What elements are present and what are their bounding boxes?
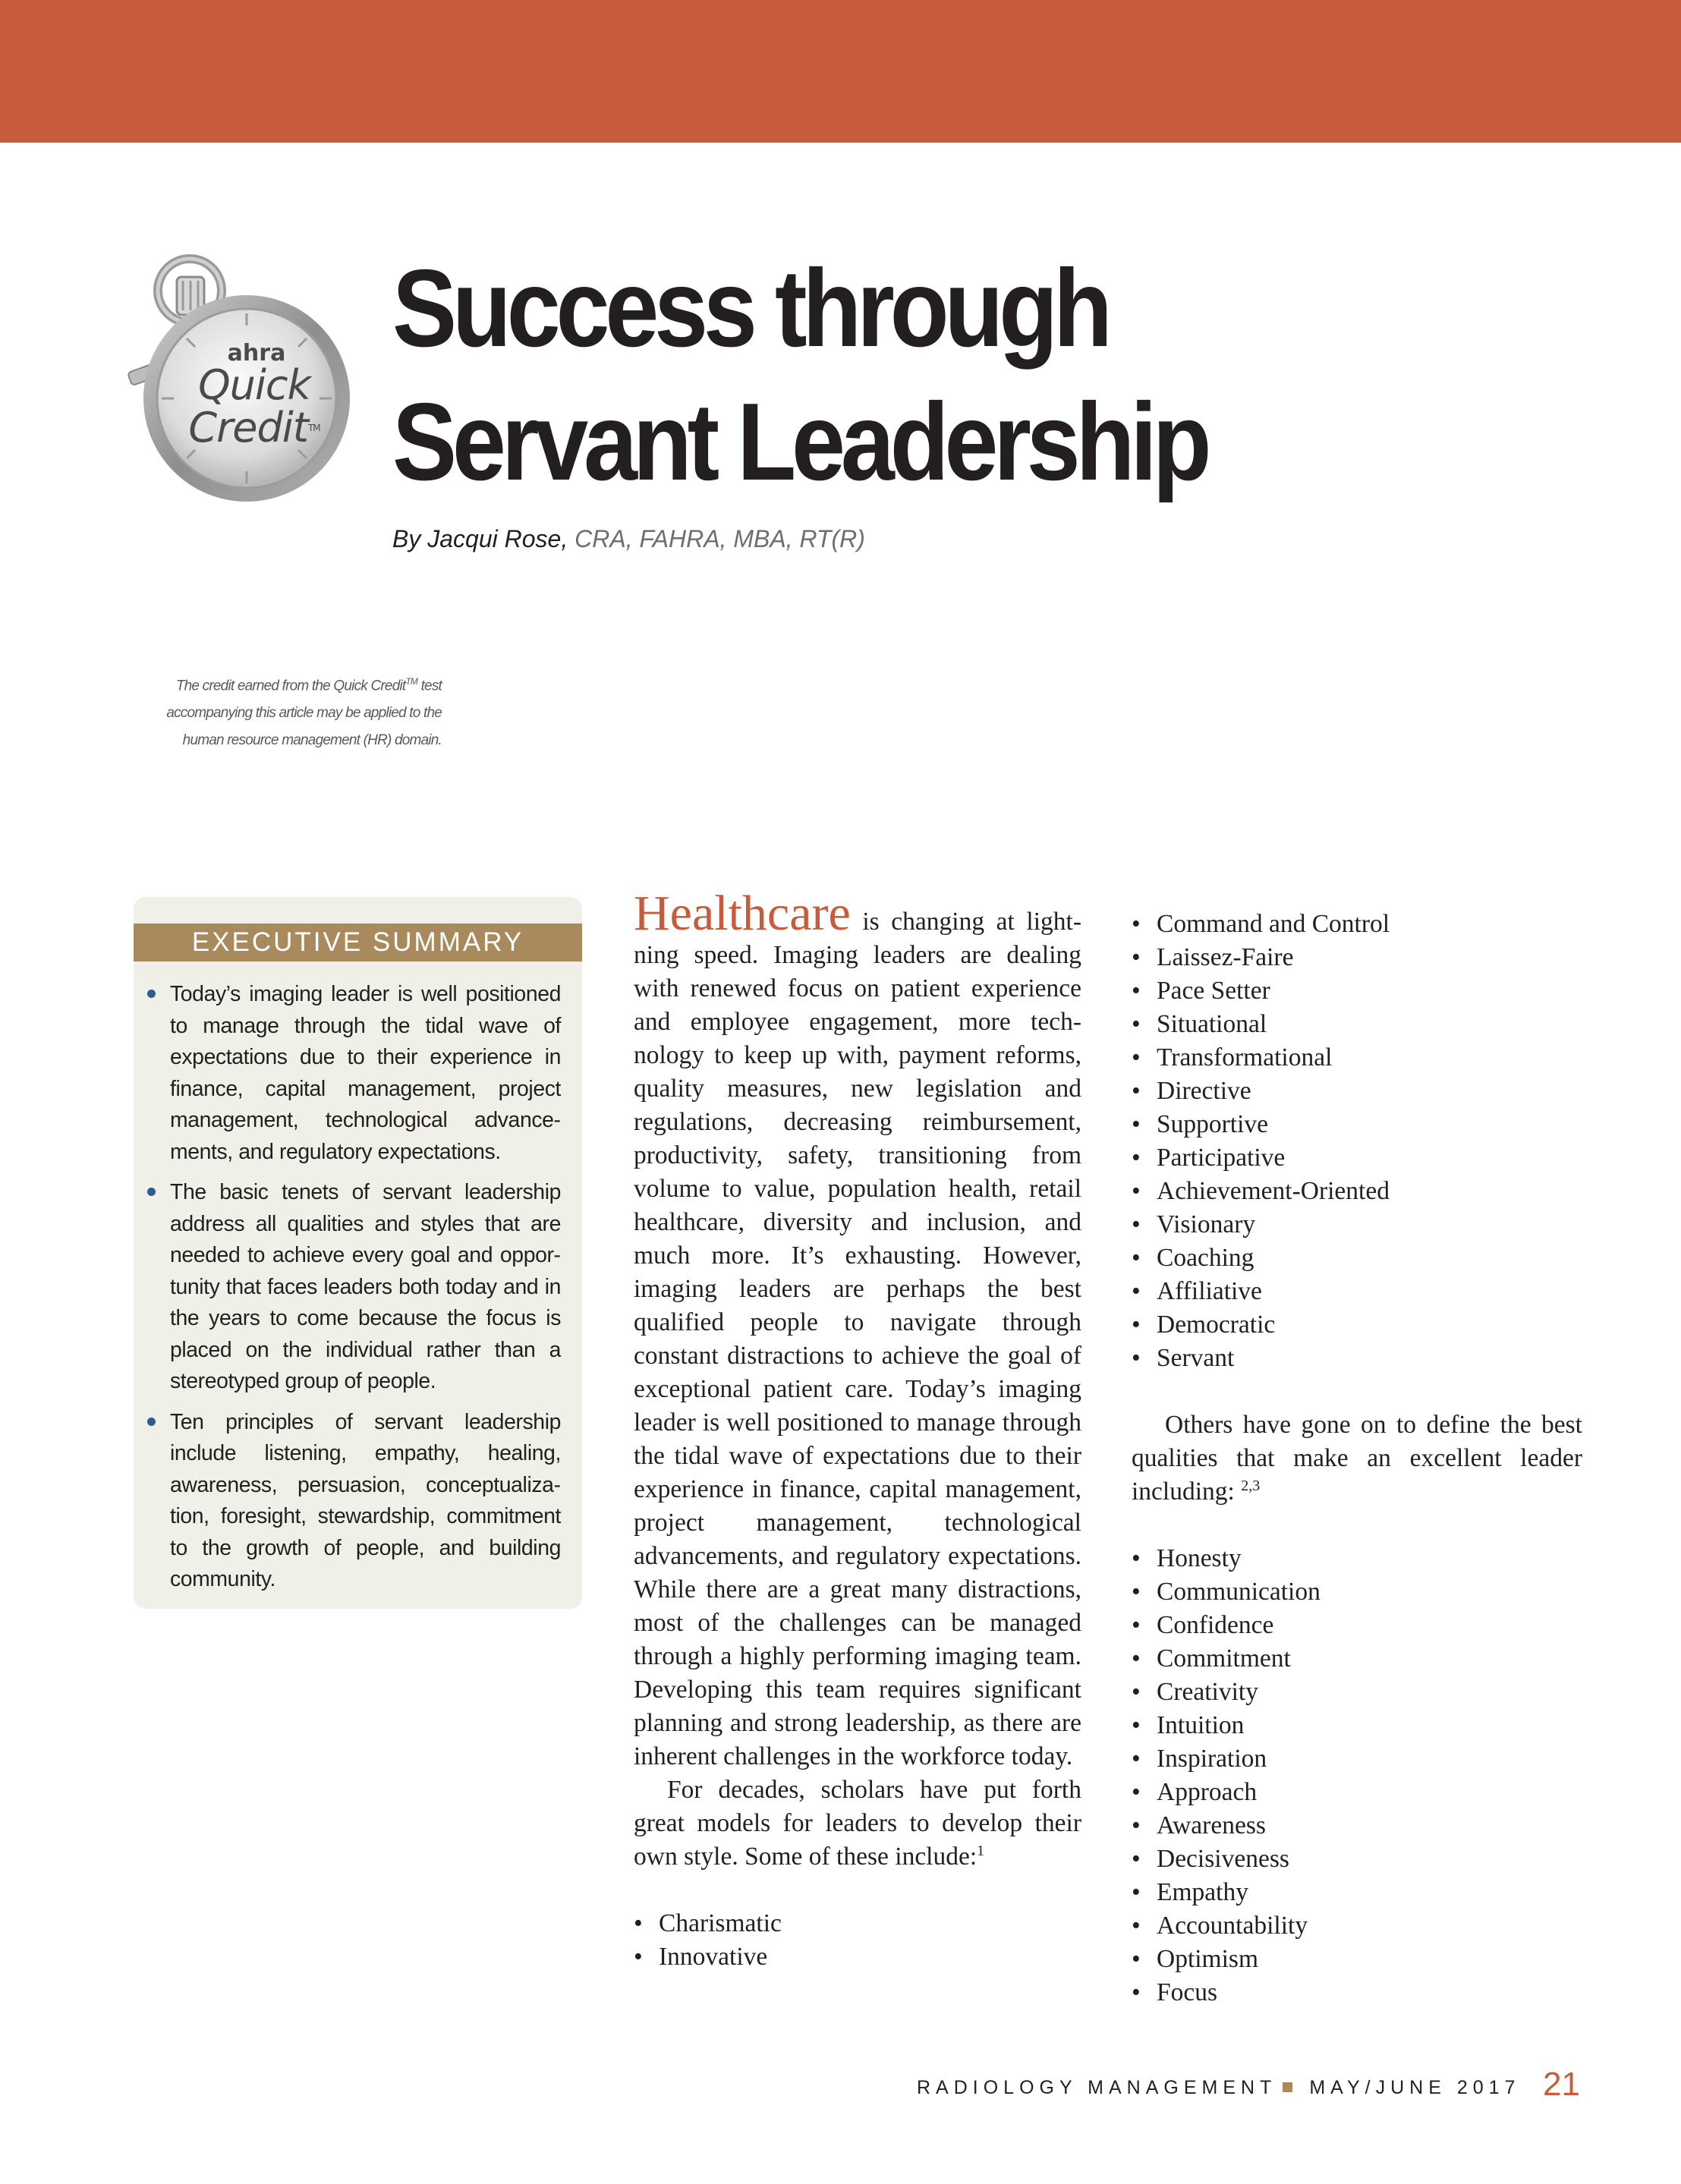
summary-item-text: Today’s imaging leader is well positioned to manage through the tidal wave of expectations due to their experience in finance, capital management, project management, technological advancements, and regulatory expectations. (170, 982, 561, 1164)
list-item: • Supportive (1132, 1108, 1582, 1141)
list-item: • Command and Control (1132, 908, 1582, 941)
list-item: • Pace Setter (1132, 974, 1582, 1008)
list-item: • Visionary (1132, 1208, 1582, 1241)
list-item: • Inspiration (1132, 1742, 1582, 1776)
list-item: • Intuition (1132, 1709, 1582, 1742)
credit-note-text-b: test (417, 678, 442, 694)
list-item: • Democratic (1132, 1308, 1582, 1342)
executive-summary-heading: EXECUTIVE SUMMARY (134, 924, 582, 961)
list-item: • Decisiveness (1132, 1843, 1582, 1876)
summary-item (170, 1407, 561, 1596)
dropcap-word: Healthcare (634, 886, 851, 941)
list-item: • Transformational (1132, 1041, 1582, 1075)
publication-name: RADIOLOGY MANAGEMENT (917, 2077, 1277, 2098)
summary-item-text: The basic tenets of servant leadership address all qualities and styles that are needed to achieve every goal and opportunity that faces leaders both today and in the years to come because the focus is placed on the individual rather than a stereotyped group of people. (170, 1180, 561, 1393)
list-item: • Honesty (1132, 1542, 1582, 1575)
qualities-paragraph-text: Others have gone on to define the best qualities that make an excellent leader including: (1132, 1411, 1582, 1506)
bullet-icon (147, 1188, 156, 1196)
executive-summary-box (134, 897, 582, 1609)
footnote-ref: 1 (977, 1842, 985, 1859)
top-color-band (0, 0, 1681, 143)
byline-author: By Jacqui Rose, (392, 525, 568, 552)
credit-note (129, 668, 442, 754)
list-item: • Achievement-Oriented (1132, 1175, 1582, 1208)
list-item: • Participative (1132, 1141, 1582, 1175)
summary-item (170, 1177, 561, 1398)
list-item: • Focus (1132, 1976, 1582, 2009)
page-number: 21 (1543, 2066, 1580, 2103)
list-item: • Communication (1132, 1575, 1582, 1609)
credit-note-text-a: The credit earned from the Quick Credit (175, 678, 406, 694)
credit-note-line-3: human resource management (HR) domain. (182, 732, 442, 749)
list-item: • Situational (1132, 1008, 1582, 1041)
intro-paragraph-text: is changing at lightning speed. Imaging leaders are dealing with renewed focus on patient experience and employee engagement, more technology to keep up with, payment reforms, quality measures, new legislation and regulations, decreasing reimbursement, productivity, safety, transitioning from volume to value, population health, retail healthcare, diversity and inclusion, and much more. It’s exhausting. However, imaging leaders are perhaps the best qualified people to navigate through constant distractions to achieve the goal of exceptional patient care. Today’s imaging leader is well positioned to manage through the tidal wave of expectations due to their experience in finance, capital management, project management, technological advancements, and regulatory expectations. While there are a great many distractions, most of the challenges can be managed through a highly performing imaging team. Developing this team requires significant planning and strong leadership, as there are inherent challenges in the workforce today. (634, 908, 1081, 1770)
body-column-right (1132, 908, 1582, 2009)
list-item: • Charismatic (634, 1907, 1081, 1940)
list-item: • Awareness (1132, 1809, 1582, 1843)
footnote-ref: 2,3 (1241, 1477, 1261, 1494)
byline (392, 525, 865, 553)
list-item: • Confidence (1132, 1609, 1582, 1642)
bullet-icon (147, 990, 156, 998)
bullet-icon (147, 1418, 156, 1426)
quick-credit-logo (125, 247, 353, 508)
credit-note-tm: TM (405, 676, 418, 687)
logo-brand: ahra (227, 340, 286, 367)
qualities-paragraph (1132, 1408, 1582, 1509)
title-line-2: Servant Leadership (392, 380, 1207, 503)
models-paragraph (634, 1773, 1081, 1874)
models-paragraph-text: For decades, scholars have put forth great models for leaders to develop their own style. Some of these include: (634, 1776, 1081, 1871)
intro-paragraph (634, 886, 1081, 1773)
leadership-styles-list-a (634, 1907, 1081, 1974)
byline-credentials: CRA, FAHRA, MBA, RT(R) (574, 525, 865, 552)
logo-line-credit-text: Credit (188, 404, 308, 452)
list-item: • Directive (1132, 1075, 1582, 1108)
page-footer (917, 2077, 1520, 2099)
list-item: • Commitment (1132, 1642, 1582, 1676)
credit-note-line-1 (129, 668, 442, 700)
logo-trademark: TM (307, 423, 320, 433)
list-item: • Approach (1132, 1776, 1582, 1809)
title-line-1: Success through (392, 247, 1108, 370)
leader-qualities-list (1132, 1542, 1582, 2009)
summary-item-text: Ten principles of servant leadership include listening, empathy, healing, awareness, persuasion, conceptualization, foresight, stewardship, commitment to the growth of people, and building community. (170, 1409, 561, 1591)
list-item: • Coaching (1132, 1241, 1582, 1275)
list-item: • Accountability (1132, 1909, 1582, 1943)
credit-note-line-2: accompanying this article may be applied to the (166, 705, 442, 722)
summary-item (170, 979, 561, 1168)
issue-date: MAY/JUNE 2017 (1309, 2077, 1521, 2098)
list-item: • Optimism (1132, 1943, 1582, 1976)
leadership-styles-list-b (1132, 908, 1582, 1375)
footer-separator-icon (1283, 2082, 1292, 2092)
list-item: • Creativity (1132, 1676, 1582, 1709)
body-column-middle (634, 886, 1081, 1974)
list-item: • Laissez-Faire (1132, 941, 1582, 974)
article-title (392, 241, 1207, 508)
list-item: • Affiliative (1132, 1275, 1582, 1308)
list-item: • Innovative (634, 1940, 1081, 1974)
executive-summary-list (170, 979, 561, 1605)
list-item: • Servant (1132, 1342, 1582, 1375)
logo-line-credit (178, 404, 330, 452)
list-item: • Empathy (1132, 1876, 1582, 1909)
logo-line-quick: Quick (198, 361, 310, 409)
